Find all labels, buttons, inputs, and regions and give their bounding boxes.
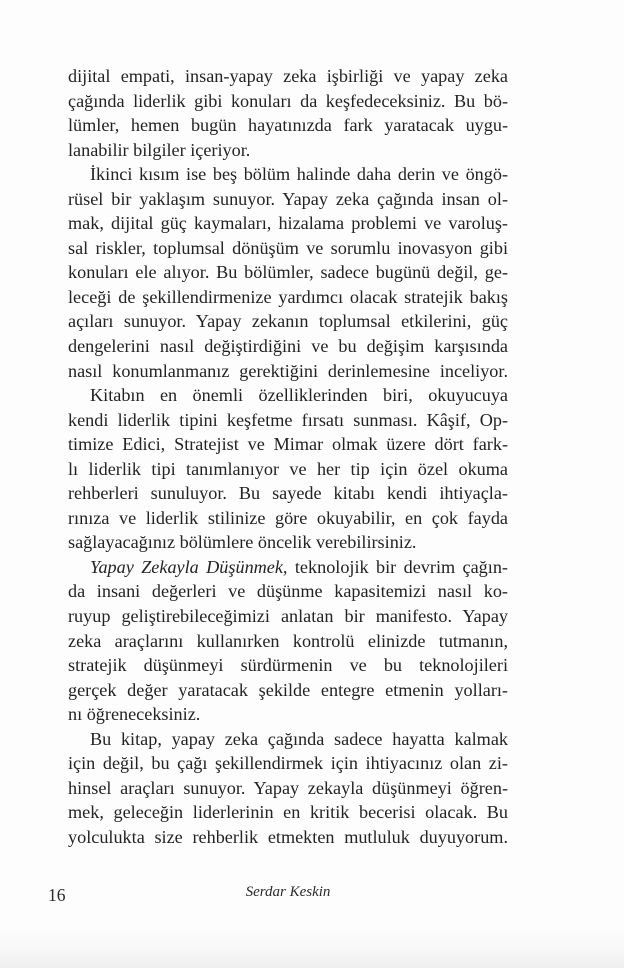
body-text	[68, 64, 508, 850]
text-line: Kitabın en önemli özelliklerinden biri, okuyucuya	[90, 385, 508, 406]
text-line: kendi liderlik tipini keşfetme fırsatı sunması. Kâşif, Op-	[68, 409, 508, 430]
text-line: ruyup geliştirebileceğimizi anlatan bir manifesto. Yapay	[68, 606, 508, 627]
text-line: İkinci kısım ise beş bölüm halinde daha derin ve öngö-	[90, 164, 508, 185]
text-line: çağında liderlik gibi konuları da keşfedeceksiniz. Bu bö-	[68, 90, 508, 111]
text-line: gerçek değer yaratacak şekilde entegre etmenin yolları-	[68, 679, 508, 700]
paragraph	[68, 162, 508, 383]
text-line: mek, geleceğin liderlerinin en kritik becerisi olacak. Bu	[68, 802, 508, 823]
text-line: nasıl konumlanmanız gerektiğini derinlemesine inceliyor.	[68, 360, 508, 381]
text-line: rınıza ve liderlik stilinize göre okuyabilir, en çok fayda	[68, 507, 508, 528]
running-footer-author: Serdar Keskin	[245, 884, 331, 900]
text-line: lümler, hemen bugün hayatınızda fark yaratacak uygu-	[68, 115, 508, 136]
paragraph	[68, 383, 508, 555]
text-line: rehberleri sunuluyor. Bu sayede kitabı kendi ihtiyaçla-	[68, 483, 508, 504]
text-line: sağlayacağınız bölümlere öncelik verebilirsiniz.	[68, 532, 417, 553]
text-line: Bu kitap, yapay zeka çağında sadece hayatta kalmak	[90, 728, 508, 749]
text-line: lanabilir bilgiler içeriyor.	[68, 139, 251, 160]
page-bottom-shadow	[0, 926, 624, 968]
text-line: mak, dijital güç kaymaları, hizalama problemi ve varoluş-	[68, 213, 508, 234]
text-line: hinsel araçları sunuyor. Yapay zekayla düşünmeyi öğren-	[68, 777, 508, 798]
text-span: teknolojik bir devrim çağın-	[287, 556, 508, 577]
paragraph	[68, 555, 508, 727]
text-line: da insani değerleri ve düşünme kapasitemizi nasıl ko-	[68, 581, 508, 602]
text-line: açıları sunuyor. Yapay zekanın toplumsal etkilerini, güç	[68, 311, 508, 332]
text-line: dengelerini nasıl değiştirdiğini ve bu değişim karşısında	[68, 336, 508, 357]
text-line: stratejik düşünmeyi sürdürmenin ve bu teknolojileri	[68, 655, 508, 676]
text-line: sal riskler, toplumsal dönüşüm ve sorumlu inovasyon gibi	[68, 237, 508, 258]
text-line: konuları ele alıyor. Bu bölümler, sadece bugünü değil, ge-	[68, 262, 508, 283]
paragraph	[68, 64, 508, 162]
book-title-italic: Yapay Zekayla Düşünmek,	[90, 556, 288, 577]
text-line: nı öğreneceksiniz.	[68, 704, 201, 725]
text-line: timize Edici, Stratejist ve Mimar olmak üzere dört fark-	[68, 434, 508, 455]
paragraph	[68, 727, 508, 850]
text-line: dijital empati, insan-yapay zeka işbirliği ve yapay zeka	[68, 66, 508, 86]
text-line: için değil, bu çağı şekillendirmek için ihtiyacınız olan zi-	[68, 753, 508, 774]
text-line: zeka araçlarını kullanırken kontrolü elinizde tutmanın,	[68, 630, 508, 651]
text-line: rüsel bir yaklaşım sunuyor. Yapay zeka çağında insan ol-	[68, 188, 508, 209]
text-line: leceği de şekillendirmenize yardımcı olacak stratejik bakış	[68, 286, 508, 307]
text-line: lı liderlik tipi tanımlanıyor ve her tip için özel okuma	[68, 458, 508, 479]
text-line	[68, 555, 508, 580]
text-line: yolculukta size rehberlik etmekten mutluluk duyuyorum.	[68, 826, 508, 847]
page-number: 16	[48, 885, 66, 905]
